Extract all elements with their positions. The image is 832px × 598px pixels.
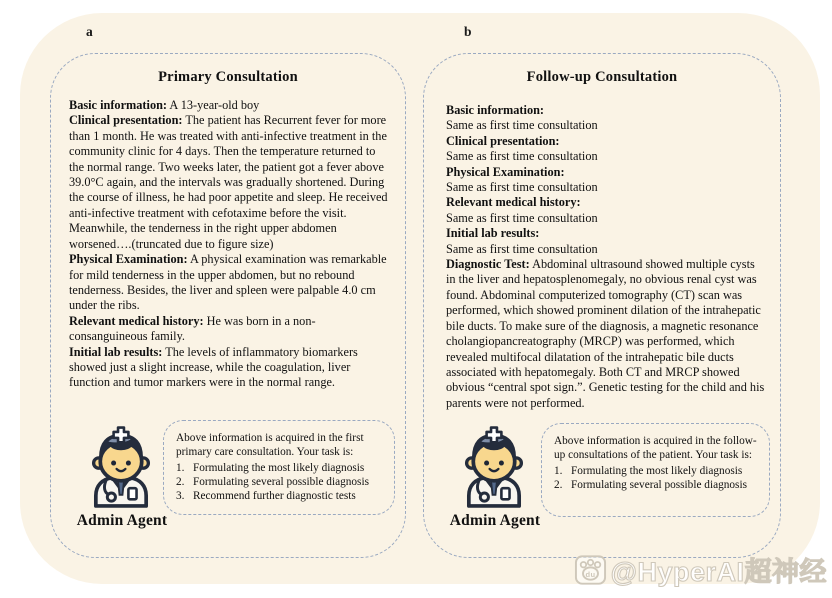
section-text: A 13-year-old boy xyxy=(167,98,260,113)
section-heading: Physical Examination: xyxy=(446,164,565,179)
paw-logo-icon xyxy=(574,555,607,585)
info-section xyxy=(69,98,389,113)
doctor-avatar-icon xyxy=(84,423,158,509)
section-heading: Basic information: xyxy=(446,103,545,117)
task-intro: Above information is acquired in the follow-up consultations of the patient. Your task is: xyxy=(554,435,757,462)
agent-name: Admin Agent xyxy=(449,512,541,529)
info-section xyxy=(446,195,766,226)
followup-consultation-panel xyxy=(423,53,781,558)
section-heading: Clinical presentation: xyxy=(446,133,560,148)
info-section xyxy=(446,165,766,196)
task-item: Recommend further diagnostic tests xyxy=(192,490,356,503)
section-text: The patient has Recurrent fever for more than 1 month. He was treated with anti-infective treatment in the community clinic for 4 days. Then the temperature returned to the normal range. Two weeks later, the patient got a fever above 39.0°C again, and the intervals was gradually shortened. During the course of illness, he had poor appetite and sleep. He received anti-infective treatment with cefotaxime before the visit. Meanwhile, the tenderness in the right upper abdomen worsened….(truncated due to figure size) xyxy=(69,113,388,251)
info-section xyxy=(69,252,389,314)
section-heading: Initial lab results: xyxy=(69,344,163,359)
section-heading: Relevant medical history: xyxy=(69,313,204,328)
section-text: Abdominal ultrasound showed multiple cysts in the liver and hepatosplenomegaly, no obvious renal cyst was found. Abdominal computerized tomography (CT) scan was performed, which showed prominent dilation of the intrahepatic bile ducts. To make sure of the diagnosis, a magnetic resonance cholangiopancreatography (MRCP) was performed, which revealed multifocal dilatation of the intrahepatic bile ducts associated with hepatomegaly. Both CT and MRCP showed obvious “central spot sign.”. Genetic testing for the child and his parents were not performed. xyxy=(446,257,765,410)
section-text: He was born in a non-consanguineous family. xyxy=(69,313,316,344)
section-text: Same as first time consultation xyxy=(446,241,598,256)
info-section xyxy=(446,134,766,165)
task-item: Formulating several possible diagnosis xyxy=(192,475,369,488)
info-section xyxy=(69,113,389,252)
section-text: The levels of inflammatory biomarkers showed just a slight increase, while the coagulation, liver function and tumor markers were in the normal range. xyxy=(69,344,358,390)
section-text: Same as first time consultation xyxy=(446,180,598,195)
task-bubble xyxy=(541,423,770,517)
info-section xyxy=(69,345,389,391)
info-section xyxy=(446,103,766,134)
consultation-info xyxy=(69,98,389,391)
info-section xyxy=(446,226,766,257)
section-text: Same as first time consultation xyxy=(446,118,598,133)
section-heading: Diagnostic Test: xyxy=(446,257,530,272)
task-item: Formulating the most likely diagnosis xyxy=(192,461,365,474)
doctor-avatar-icon xyxy=(457,423,531,509)
panel-title: Primary Consultation xyxy=(158,69,298,85)
section-text: Same as first time consultation xyxy=(446,149,598,164)
panel-label-b: b xyxy=(464,24,472,39)
section-text: Same as first time consultation xyxy=(446,210,598,225)
agent-name: Admin Agent xyxy=(76,512,168,529)
task-item: Formulating the most likely diagnosis xyxy=(570,464,743,477)
section-heading: Initial lab results: xyxy=(446,226,540,241)
task-list xyxy=(554,464,763,493)
task-intro: Above information is acquired in the first primary care consultation. Your task is: xyxy=(176,432,364,459)
info-section xyxy=(69,314,389,345)
panel-label-a: a xyxy=(86,24,93,39)
task-bubble xyxy=(163,420,395,515)
task-item: Formulating several possible diagnosis xyxy=(570,478,747,491)
section-heading: Clinical presentation: xyxy=(69,113,183,128)
info-section xyxy=(446,257,766,411)
consultation-info xyxy=(446,103,766,411)
section-heading: Physical Examination: xyxy=(69,252,188,267)
panel-title: Follow-up Consultation xyxy=(526,69,678,85)
task-list xyxy=(176,461,388,504)
section-heading: Basic information: xyxy=(69,98,168,113)
section-heading: Relevant medical history: xyxy=(446,195,581,210)
watermark xyxy=(574,550,827,589)
primary-consultation-panel xyxy=(50,53,406,558)
section-text: A physical examination was remarkable for mild tenderness in the upper abdomen, but no rebound tenderness. Besides, the liver and spleen were palpable 4.0 cm under the ribs. xyxy=(69,252,387,313)
watermark-text: @HyperAI超神经 xyxy=(610,557,827,587)
